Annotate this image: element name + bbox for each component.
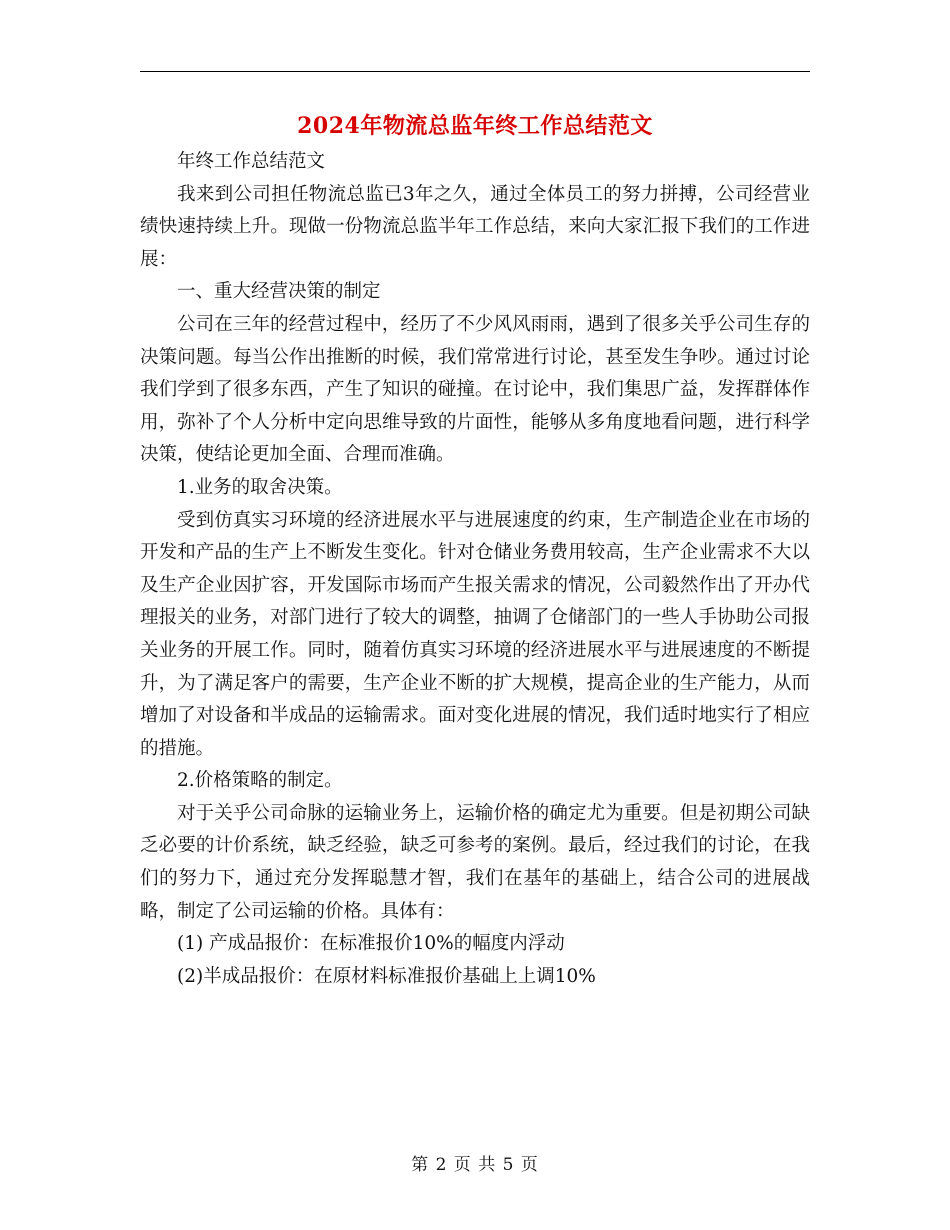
- list-item: (1) 产成品报价：在标准报价10%的幅度内浮动: [177, 933, 565, 955]
- subsection-heading: 1.业务的取舍决策。: [177, 476, 343, 498]
- paragraph: 对于关乎公司命脉的运输业务上，运输价格的确定尤为重要。但是初期公司缺乏必要的计价系统，缺乏经验，缺乏可参考的案例。最后，经过我们的讨论，在我们的努力下，通过充分发挥聪慧才智，我们在基年的基础上，结合公司的进展战略，制定了公司运输的价格。具体有：: [140, 802, 810, 922]
- paragraph: 受到仿真实习环境的经济进展水平与进展速度的约束，生产制造企业在市场的开发和产品的生产上不断发生变化。针对仓储业务费用较高，生产企业需求不大以及生产企业因扩容，开发国际市场而产生报关需求的情况，公司毅然作出了开办代理报关的业务，对部门进行了较大的调整，抽调了仓储部门的一些人手协助公司报关业务的开展工作。同时，随着仿真实习环境的经济进展水平与进展速度的不断提升，为了满足客户的需要，生产企业不断的扩大规模，提高企业的生产能力，从而增加了对设备和半成品的运输需求。面对变化进展的情况，我们适时地实行了相应的措施。: [140, 509, 810, 759]
- page-footer: 第 2 页 共 5 页: [411, 1155, 539, 1175]
- paragraph: 我来到公司担任物流总监已3年之久，通过全体员工的努力拼搏，公司经营业绩快速持续上升。现做一份物流总监半年工作总结，来向大家汇报下我们的工作进展：: [140, 183, 810, 270]
- paragraph: 公司在三年的经营过程中，经历了不少风风雨雨，遇到了很多关乎公司生存的决策问题。每当公作出推断的时候，我们常常进行讨论，甚至发生争吵。通过讨论我们学到了很多东西，产生了知识的碰撞。在讨论中，我们集思广益，发挥群体作用，弥补了个人分析中定向思维导致的片面性，能够从多角度地看问题，进行科学决策，使结论更加全面、合理而准确。: [140, 313, 810, 466]
- header-rule: [140, 71, 810, 72]
- document-title: 2024年物流总监年终工作总结范文: [297, 113, 653, 139]
- paragraph: 年终工作总结范文: [177, 151, 326, 172]
- document-body: [140, 146, 810, 993]
- section-heading: 一、重大经营决策的制定: [177, 281, 381, 303]
- list-item: (2)半成品报价：在原材料标准报价基础上上调10%: [177, 965, 596, 987]
- subsection-heading: 2.价格策略的制定。: [177, 770, 343, 792]
